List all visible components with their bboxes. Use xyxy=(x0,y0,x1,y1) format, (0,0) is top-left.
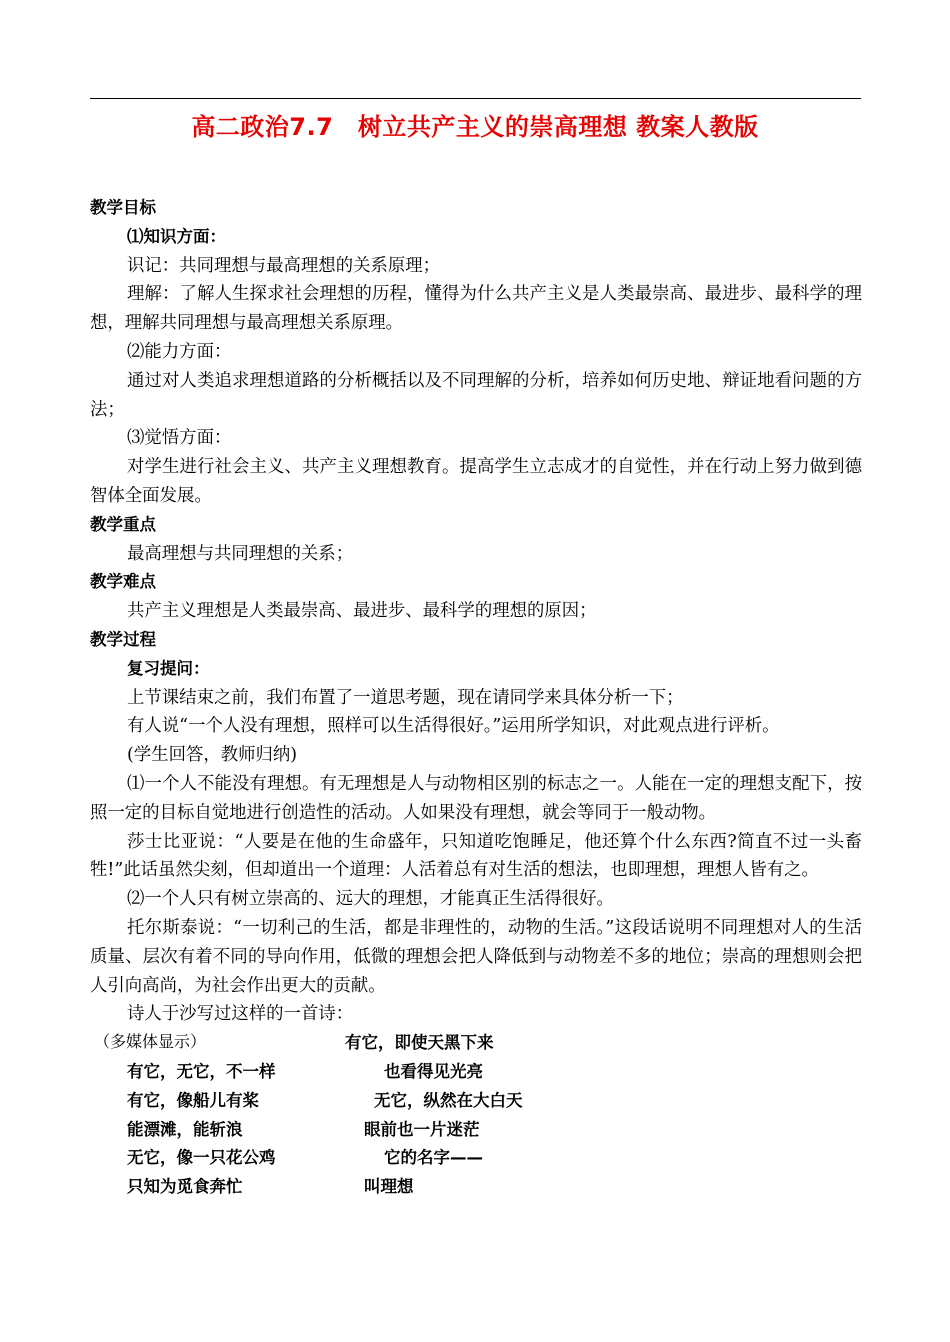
process-paragraph: 诗人于沙写过这样的一首诗： xyxy=(127,1004,354,1025)
poem-line-left: 有它，无它，不一样 xyxy=(127,1061,276,1081)
section-heading-objectives: 教学目标 xyxy=(90,198,156,217)
poem-row xyxy=(90,1173,862,1202)
awareness-label: ⑶觉悟方面： xyxy=(127,428,232,449)
knowledge-recall: 识记：共同理想与最高理想的关系原理； xyxy=(127,255,441,276)
awareness-text: 对学生进行社会主义、共产主义理想教育。提高学生立志成才的自觉性，并在行动上努力做到德智体全面发展。 xyxy=(90,457,862,506)
process-paragraph: 有人说“一个人没有理想，照样可以生活得很好。”运用所学知识，对此观点进行评析。 xyxy=(127,716,780,737)
process-paragraph: 莎士比亚说：“人要是在他的生命盛年，只知道吃饱睡足，他还算个什么东西?简直不过一头畜牲!”此话虽然尖刻，但却道出一个道理：人活着总有对生活的想法，也即理想，理想人皆有之。 xyxy=(90,831,862,881)
process-paragraph: ⑴一个人不能没有理想。有无理想是人与动物相区别的标志之一。人能在一定的理想支配下，按照一定的目标自觉地进行创造性的活动。人如果没有理想，就会等同于一般动物。 xyxy=(90,773,862,823)
poem-line-right: 有它，即使天黑下来 xyxy=(345,1033,494,1053)
page-title: 高二政治7.7 树立共产主义的崇高理想 教案人教版 xyxy=(191,113,759,141)
knowledge-understand: 理解：了解人生探求社会理想的历程，懂得为什么共产主义是人类最崇高、最进步、最科学的理想，理解共同理想与最高理想关系原理。 xyxy=(90,284,862,334)
review-label: 复习提问： xyxy=(127,658,210,678)
header-rule xyxy=(90,98,861,99)
poem-row xyxy=(90,1058,862,1087)
poem-row xyxy=(90,1116,862,1145)
poem-row xyxy=(90,1029,862,1058)
poem-line-left: 有它，像船儿有桨 xyxy=(127,1090,259,1110)
poem-line-left: 无它，像一只花公鸡 xyxy=(127,1148,276,1168)
document-body xyxy=(90,194,862,1202)
ability-label: ⑵能力方面： xyxy=(127,341,232,362)
poem-line-right: 它的名字—— xyxy=(384,1148,483,1168)
ability-text: 通过对人类追求理想道路的分析概括以及不同理解的分析，培养如何历史地、辩证地看问题的方法； xyxy=(90,370,862,420)
difficulty-text: 共产主义理想是人类最崇高、最进步、最科学的理想的原因； xyxy=(127,601,597,622)
section-heading-process: 教学过程 xyxy=(90,629,156,649)
poem-line-right: 叫理想 xyxy=(364,1177,414,1197)
poem-row xyxy=(90,1144,862,1173)
key-point-text: 最高理想与共同理想的关系； xyxy=(127,543,354,564)
poem-line-left: 能漂滩，能斩浪 xyxy=(127,1119,243,1139)
process-paragraph: 托尔斯泰说：“一切利己的生活，都是非理性的，动物的生活。”这段话说明不同理想对人的生活质量、层次有着不同的导向作用，低微的理想会把人降低到与动物差不多的地位；崇高的理想则会把人引向高尚，为社会作出更大的贡献。 xyxy=(90,917,862,996)
process-paragraph: (学生回答，教师归纳) xyxy=(127,745,298,766)
poem-line-right: 也看得见光亮 xyxy=(384,1061,483,1081)
poem-line-left: 只知为觅食奔忙 xyxy=(127,1177,243,1197)
knowledge-label: ⑴知识方面： xyxy=(127,226,226,246)
poem-line-right: 无它，纵然在大白天 xyxy=(374,1090,523,1110)
section-heading-key-point: 教学重点 xyxy=(90,514,156,534)
process-paragraph: 上节课结束之前，我们布置了一道思考题，现在请同学来具体分析一下； xyxy=(127,687,684,708)
section-heading-difficulty: 教学难点 xyxy=(90,572,156,592)
poem-line-right: 眼前也一片迷茫 xyxy=(364,1119,480,1139)
process-paragraph: ⑵一个人只有树立崇高的、远大的理想，才能真正生活得很好。 xyxy=(127,889,614,910)
poem-row xyxy=(90,1087,862,1116)
media-note: （多媒体显示） xyxy=(94,1032,207,1052)
